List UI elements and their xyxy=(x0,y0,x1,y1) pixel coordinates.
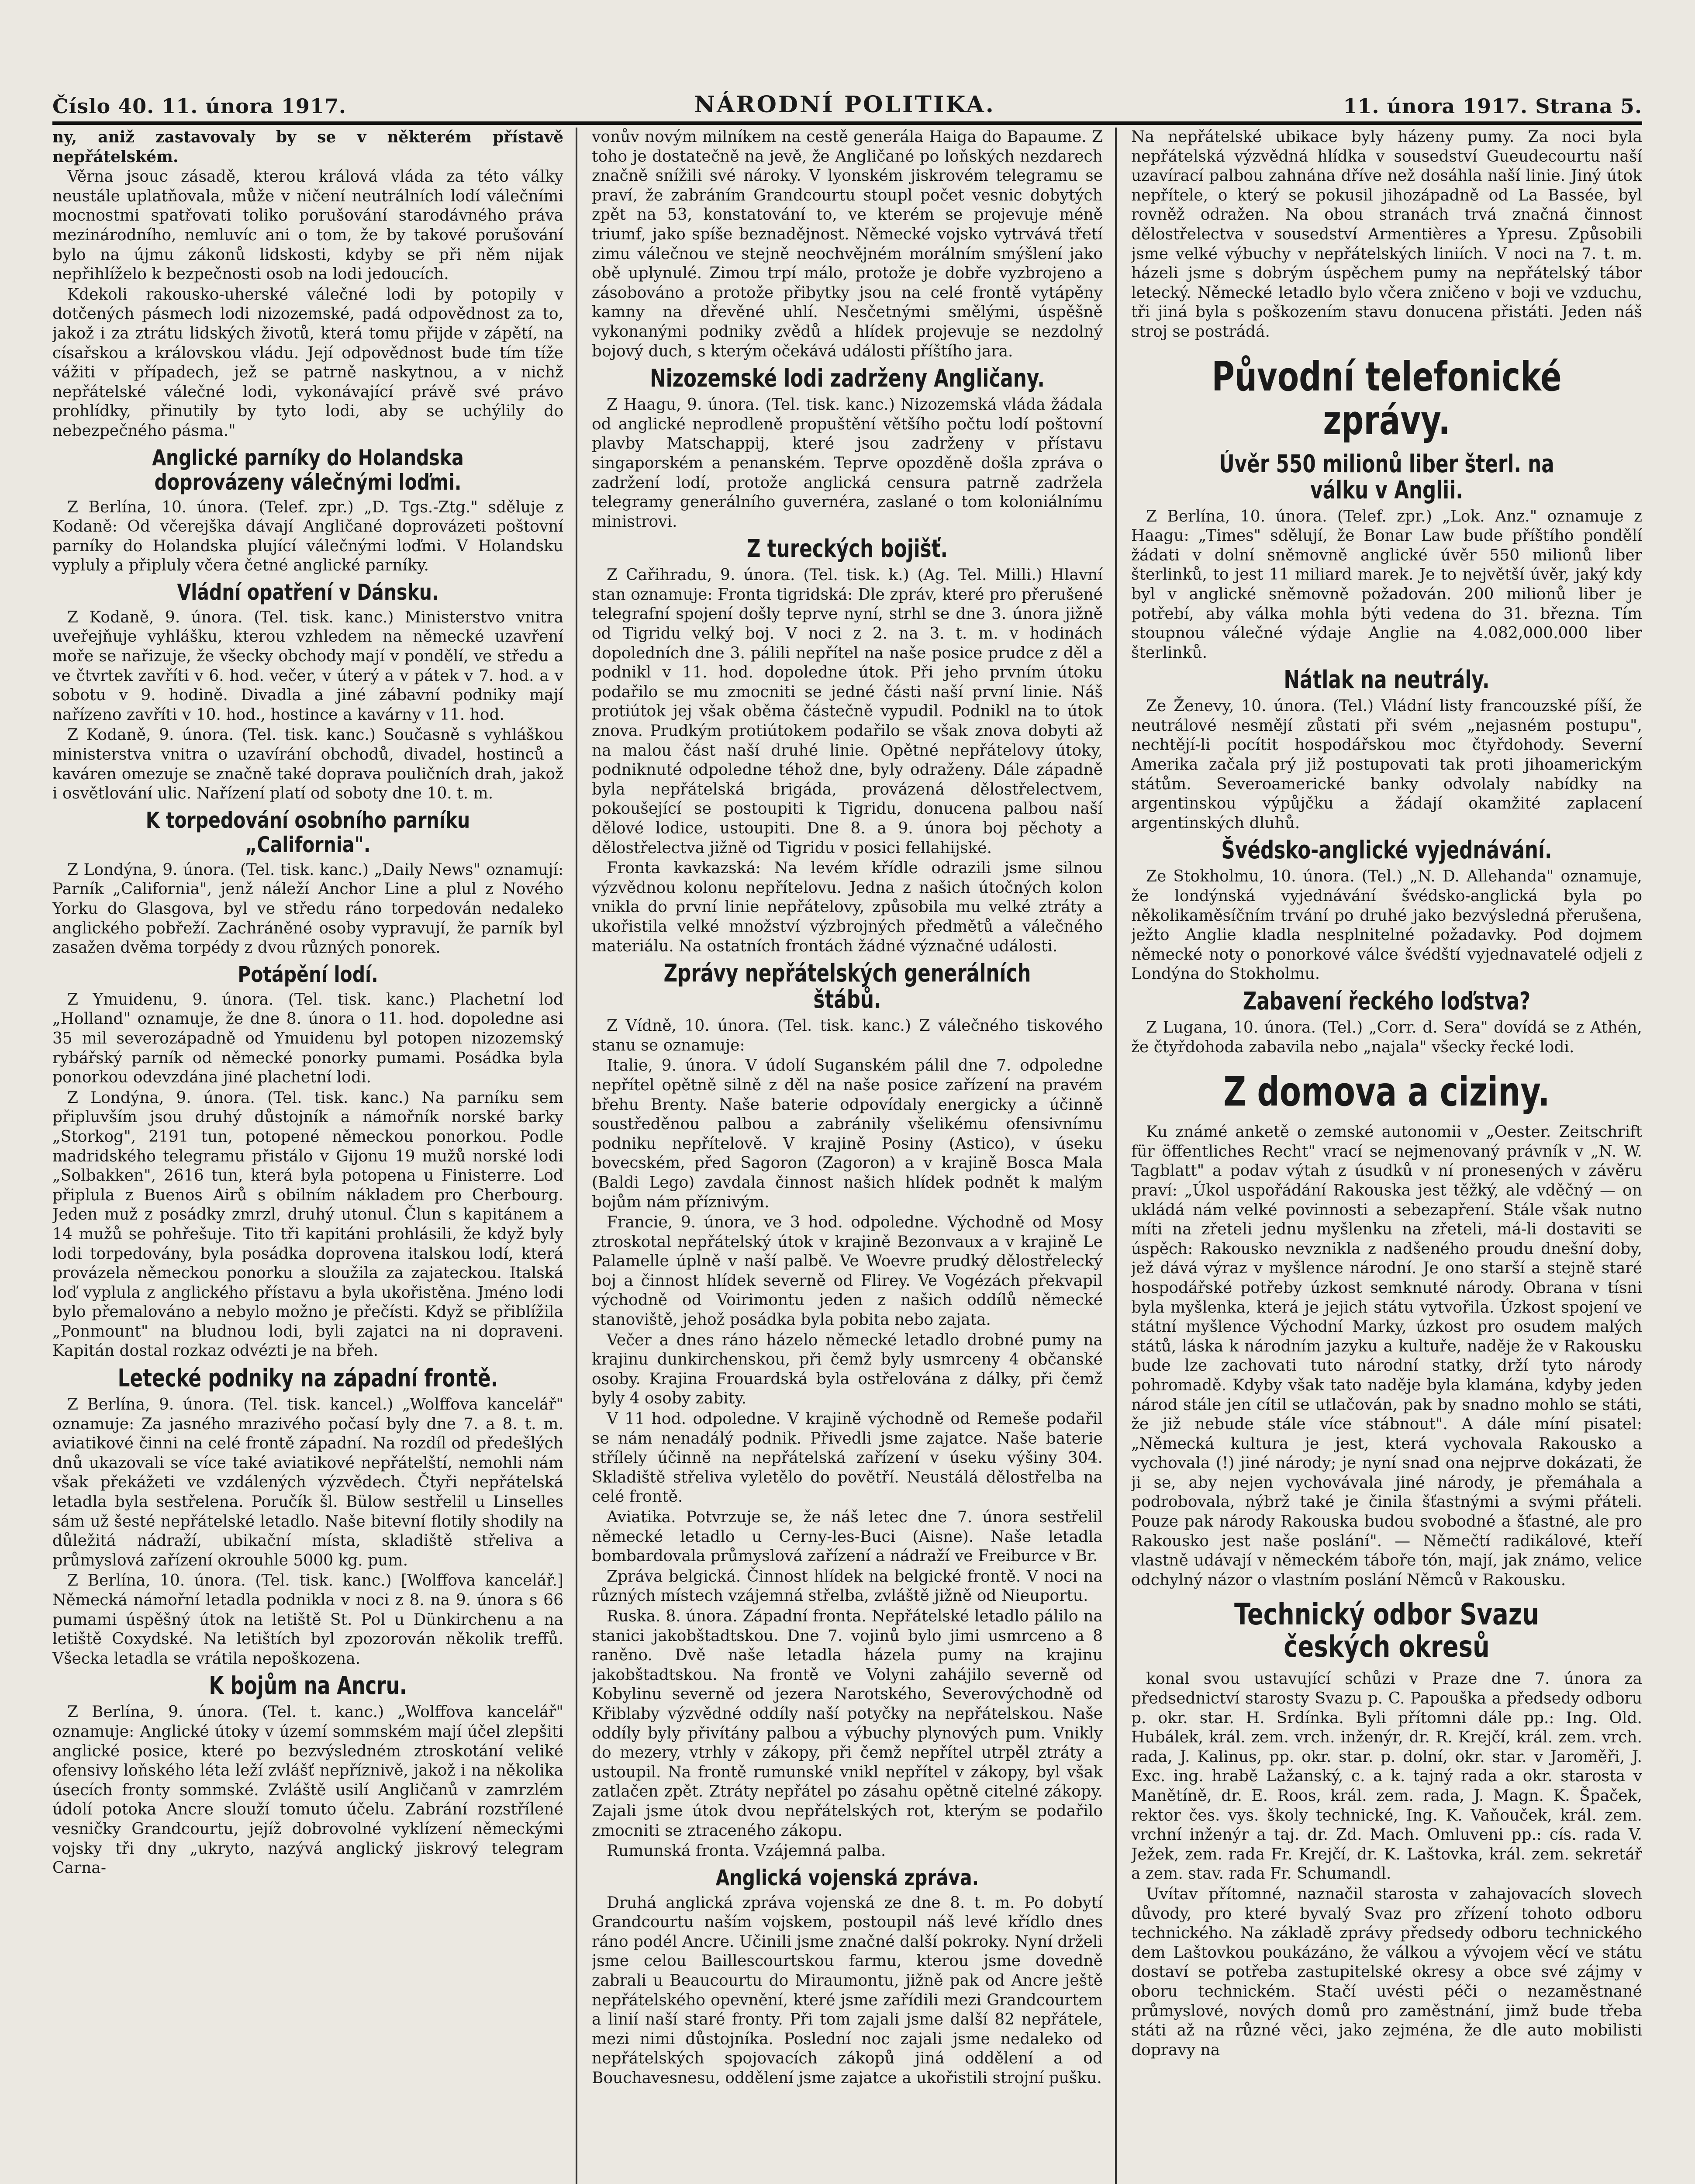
paragraph: Fronta kavkazská: Na levém křídle odrazili jsme silnou výzvědnou kolonu nepřítelovu. Jedna z našich útočných kolon vnikla do první linie nepřátelovy, způsobila mu velké ztráty a ukořistila velké množství výzbrojných předmětů a válečného materiálu. Na ostatních frontách žádné význačné události. xyxy=(592,859,1103,955)
paragraph: konal svou ustavující schůzi v Praze dne 7. února za předsednictví starosty Svazu p. C. Papouška a předsedy odboru p. okr. star. H. Srdínka. Byli přítomni dále pp.: Ing. Old. Hubálek, král. zem. vrch. inženýr, dr. R. Krejčí, král. zem. vrch. rada, J. Kalinus, pp. okr. star. p. dolní, okr. star. v Jaroměři, J. Exc. ing. hrabě Lažanský, c. a k. tajný rada a okr. starosta v Manětíně, dr. E. Roos, král. zem. rada, J. Magn. K. Špaček, rektor čes. vys. školy technické, Ing. K. Vaňouček, král. zem. vrchní inženýr a taj. dr. Zd. Mach. Omluveni pp.: cís. rada V. Ježek, zem. rada Fr. Krejčí, dr. K. Laštovka, král. zem. sekretář a zem. stav. rada Fr. Schumandl. xyxy=(1131,1670,1642,1883)
paragraph: Z Berlína, 9. února. (Tel. t. kanc.) „Wolffova kancelář" oznamuje: Anglické útoky v území sommském mají účel zlepšiti anglické posice, které po bezvýsledném ztroskotání veliké ofensivy loňského léta leží zvlášť nepříznivě, jakož i na několika úsecích fronty sommské. Zvláště usilí Angličanů v zamrzlém údolí potoka Ancre slouží tomuto účelu. Zabrání rozstřílené vesničky Grandcourtu, jejíž dobrovolné vyklízení německými vojsky tři dny „ukryto, nazývá anglický jiskrový telegram Carna- xyxy=(52,1703,563,1877)
paragraph: Uvítav přítomné, naznačil starosta v zahajovacích slovech důvody, pro které byvalý Svaz pro zřízení tohoto odboru technického. Na základě zprávy předsedy odboru technického dem Laštovkou poukázáno, že válkou a vývojem věcí ve státu dostaví se potřeba zastupitelské okresy a obce své zájmy v oboru technickém. Stačí uvésti péči o nezaměstnané průmyslové, nových domů pro zaměstnání, jimž bude třeba státi až na různé věci, jako zejména, že dle auto mobilisti dopravy na xyxy=(1131,1885,1642,2059)
article-heading: Úvěr 550 milionů liber šterl. na válku v Anglii. xyxy=(1219,449,1554,505)
article-heading: Letecké podniky na západní frontě. xyxy=(117,1364,498,1393)
paragraph: Z Kodaně, 9. února. (Tel. tisk. kanc.) Ministerstvo vnitra uveřejňuje vyhlášku, kterou vzhledem na německé uzavření moře se nařizuje, že všecky obchody mají v pondělí, ve středu a ve čtvrtek zavříti v 6. hod. večer, v úterý a v pátek v 7. hod. a v sobotu v 9. hodině. Divadla a jiné zábavní podniky mají nařízeno zavříti v 10. hod., hostince a kavárny v 11. hod. xyxy=(52,608,563,724)
paragraph: ny, aniž zastavovaly by se v některém přístavě nepřátelském. xyxy=(52,128,563,166)
column-2 xyxy=(592,128,1103,2184)
paragraph: Ze Ženevy, 10. února. (Tel.) Vládní listy francouzské píší, že neutrálové nesmějí zůstati při svém „nejasném postupu", nechtějí-li pocítit hospodářskou moc čtyřdohody. Severní Amerika začala prý již postupovati tak proti jihoamerickým státům. Severoamerické banky odvolaly nabídky na argentinskou výpůjčku a žádají okamžité zaplacení argentinských dluhů. xyxy=(1131,697,1642,832)
paragraph: Z Londýna, 9. února. (Tel. tisk. kanc.) „Daily News" oznamují: Parník „California", jenž náleží Anchor Line a plul z Nového Yorku do Glasgova, byl ve středu ráno torpedován nedaleko anglického pobřeží. Zachráněné osoby vypravují, že parník byl zasažen dvěma torpédy z dvou různých ponorek. xyxy=(52,860,563,957)
paragraph: Z Lugana, 10. února. (Tel.) „Corr. d. Sera" dovídá se z Athén, že čtyřdohoda zabavila nebo „najala" všecky řecké lodi. xyxy=(1131,1019,1642,1056)
article-heading: Z tureckých bojišť. xyxy=(746,535,948,563)
column-1 xyxy=(52,128,563,2184)
paragraph: Italie, 9. února. V údolí Suganském pálil dne 7. odpoledne nepřítel opětně silně z děl na naše posice zařízení na pravém břehu Brenty. Naše baterie odpovídaly energicky a účinně soustředěnou palbou a zabránily všelikému ofensivnímu podniku nepřítelově. V krajině Posiny (Astico), v úseku bovecském, před Sagoron (Zagoron) a v krajině Bosca Mala (Baldi Lego) zavdala činnost našich hlídek podnět k malým bojům nám příznivým. xyxy=(592,1057,1103,1211)
paragraph: Z Cařihradu, 9. února. (Tel. tisk. k.) (Ag. Tel. Milli.) Hlavní stan oznamuje: Fronta tigridská: Dle zpráv, které pro přerušené telegrafní spojení došly teprve nyní, strhl se dne 3. února jižně od Tigridu velký boj. V noci z 2. na 3. t. m. v hodinách dopoledních dne 3. pálili nepřítel na naše posice prudce z děl a podnikl v 11. hod. dopoledne útok. Při jeho prvním útoku podařilo se mu zmocniti se jedné části naší první linie. Náš protiútok jej však oběma částečně vypudil. Podnikl na to útok znova. Prudkým protiútokem podařilo se však znova dobyti až na malou část naší druhé linie. Opětné nepřátelovy útoky, podniknuté odpoledne téhož dne, byly odraženy. Dále západně byla nepřátelská brigáda, provázená dělostřelectvem, pokoušející se postoupiti k Tigridu, donucena palbou naší dělové lodice, ustoupiti. Dne 8. a 9. února boj pěchoty a dělostřelectva jižně od Tigridu v posici fellahijské. xyxy=(592,566,1103,857)
paragraph: Francie, 9. února, ve 3 hod. odpoledne. Východně od Mosy ztroskotal nepřátelský útok v krajině Bezonvaux a v krajině Le Palamelle úplně v naší palbě. Ve Woevre prudký dělostřelecký boj a činnost hlídek severně od Flirey. Ve Vogézách překvapil východně od Voirimontu jeden z našich oddílů německé stanoviště, jehož posádka byla pobita nebo zajata. xyxy=(592,1213,1103,1329)
paragraph: Ze Stokholmu, 10. února. (Tel.) „N. D. Allehanda" oznamuje, že londýnská vyjednávání švédsko-anglická byla po několikaměsíčním trvání po druhé jako bezvýsledná přerušena, ježto Anglie kladla nesplnitelné požadavky. Pod dojmem německé noty o ponorkové válce švédští vyjednavatelé odjeli z Londýna do Stokholmu. xyxy=(1131,867,1642,983)
article-heading: Nátlak na neutrály. xyxy=(1284,666,1490,695)
column-rule-2 xyxy=(1115,128,1117,2184)
paragraph: Z Berlína, 10. února. (Telef. zpr.) „D. Tgs.-Ztg." sděluje z Kodaně: Od včerejška dávají Angličané doprovázeti poštovní parníky do Holandska plující válečnými loďmi. V Holandsku vypluly a připluly včera četné anglické parníky. xyxy=(52,498,563,575)
section-heading: Původní telefonické zprávy. xyxy=(1212,353,1562,444)
paragraph: Na nepřátelské ubikace byly házeny pumy. Za noci byla nepřátelská výzvědná hlídka v sousedství Gueudecourtu naší uzavírací palbou zahnána dříve než dosáhla naší linie. Jiný útok nepřítele, o který se pokusil jihozápadně od La Bassée, byl rovněž odražen. Na obou stranách trvá značná činnost dělostřelectva v sousedství Armentières a Ypresu. Způsobili jsme velké výbuchy v nepřátelských liniích. V noci na 7. t. m. házeli jsme s dobrým úspěchem pumy na nepřátelský tábor letecký. Německé letadlo bylo včera zničeno v boji ve vzduchu, tři jiná byla s poškozením stavu donucena přistáti. Jeden náš stroj se postrádá. xyxy=(1131,128,1642,341)
newspaper-title: NÁRODNÍ POLITIKA. xyxy=(694,91,995,118)
paragraph: Z Berlína, 9. února. (Tel. tisk. kancel.) „Wolffova kancelář" oznamuje: Za jasného mrazivého počasí byly dne 7. a 8. t. m. aviatikové činni na celé frontě západní. Na rozdíl od předešlých dnů ukazovali se více také aviatikové nepřátelští, nemohli nám však překážeti ve vzdálených výzvědech. Čtyři nepřátelská letadla byla sestřelena. Poručík šl. Bülow sestřelil u Linselles sám už šesté nepřátelské letadlo. Naše bitevní flotily shodily na důležitá nádraží, ubikační místa, skladiště střeliva a průmyslová zařízení okrouhle 5000 kg. pum. xyxy=(52,1396,563,1569)
paragraph: Ku známé anketě o zemské autonomii v „Oester. Zeitschrift für öffentliches Recht" vrací se nejmenovaný právník v „N. W. Tagblatt" a podav výtah z úsudků v ní pronesených v závěru praví: „Úkol uspořádání Rakouska jest těžký, ale vděčný — on ukládá nám velké povinnosti a sebezapření. Stále však nutno míti na zřeteli jednu myšlenku na zřeteli, má-li dostaviti se úspěch: Rakousko nevznikla z nadšeného proudu dnešní doby, jež dává výraz v myšlence národní. Je ono starší a stejně staré hospodářské potřeby úzkost semknuté národy. Obrana v tísni byla myšlenka, která je jejich státu vytvořila. Úzkost spojení ve státní myšlence Východní Marky, úzkost pro osudem malých států, láska k národním jazyku a kultuře, naděje že v Rakousku bude lze zachovati tuto národní statky, drží tyto národy pohromadě. Kdyby však tato naděje byla klamána, kdyby jeden národ stále jen cítil se utlačován, pak by snadno mohlo se státi, že již nebude stále více stábnout". A dále míní pisatel: „Německá kultura je jest, která vychovala Rakousko a vychovala (!) jiné národy; je nyní snad ona nejprve dokázati, že ji se, aby nejen vychovávala jiné národy, je přemáhala a podrobovala, nýbrž také je činila šťastnými a svými přáteli. Pouze pak národy Rakouska budou svobodné a šťastné, ale pro Rakousko jest naše poslání". — Němečtí radikálové, kteří vlastně udávají v německém táboře tón, mají, jak známo, velice odchylný názor o vlastním poslání Němců v Rakousku. xyxy=(1131,1123,1642,1589)
paragraph: Z Haagu, 9. února. (Tel. tisk. kanc.) Nizozemská vláda žádala od anglické neprodleně propuštění většího počtu lodí poštovní plavby Matschappij, které jsou zadrženy v přístavu singaporském a penanském. Teprve opozděně došla zpráva o zadržení lodí, protože anglická censura patrně zadržela telegramy generálního guvernéra, zaslané o tom koloniálnímu ministrovi. xyxy=(592,396,1103,531)
section-heading: Z domova a ciziny. xyxy=(1223,1068,1550,1116)
paragraph: Z Kodaně, 9. února. (Tel. tisk. kanc.) Současně s vyhláškou ministerstva vnitra o uzavírání obchodů, divadel, hostinců a kaváren omezuje se značně také doprava pouličních drah, jakož i osvětlování ulic. Nařízení platí od soboty dne 10. t. m. xyxy=(52,726,563,803)
paragraph: Druhá anglická zpráva vojenská ze dne 8. t. m. Po dobytí Grandcourtu naším vojskem, postoupil náš levé křídlo dnes ráno podél Ancre. Učinili jsme značné další pokroky. Nyní drželi jsme celou Baillescourtskou farmu, kterou jsme dovedně zabrali u Beaucourtu do Miraumontu, jižně pak od Ancre ještě nepřátelského opevnění, které jsme zařídili mezi Grandcourtem a linií naší staré fronty. Při tom zajali jsme další 82 nepřátele, mezi nimi důstojníka. Poslední noc zajali jsme nedaleko od nepřátelských spojovacích zákopů jiná oddělení a od Bouchavesnesu, oddělení jsme zajatce a ukořistili strojní pušku. xyxy=(592,1894,1103,2087)
article-heading: Švédsko-anglické vyjednávání. xyxy=(1221,836,1552,865)
paragraph: Zpráva belgická. Činnost hlídek na belgické frontě. V noci na různých místech vzájemná střelba, zvláště jižně od Nieuportu. xyxy=(592,1567,1103,1605)
paragraph: Z Ymuidenu, 9. února. (Tel. tisk. kanc.) Plachetní loď „Holland" oznamuje, že dne 8. února o 11. hod. dopoledne asi 35 mil severozápadně od Ymuidenu byl potopen nizozemský rybářský parník od německé ponorky pumami. Posádka byla ponorkou odevzdána jiné plachetní lodi. xyxy=(52,990,563,1087)
paragraph: Večer a dnes ráno házelo německé letadlo drobné pumy na krajinu dunkirchenskou, při čemž byly usmrceny 4 občanské osoby. Krajina Frouardská byla ostřelována z dálky, při čemž byly 4 osoby zabity. xyxy=(592,1331,1103,1408)
paragraph: Kdekoli rakousko-uherské válečné lodi by potopily v dotčených pásmech lodi nizozemské, padá odpovědnost za to, jakož i za ztrátu lidských životů, která tomu přijde v zápětí, na císařskou a královskou vládu. Její odpovědnost bude tím tíže vážiti v případech, jež se patrně naskytnou, a v nichž nepřátelské válečné lodi, vykonávající právě své právo prohlídky, přinutily by tyto lodi, aby se uchýlily do nebezpečného pásma." xyxy=(52,285,563,440)
article-heading: Anglická vojenská zpráva. xyxy=(715,1865,979,1890)
article-heading: Anglické parníky do Holandska doprovázeny válečnými loďmi. xyxy=(152,445,464,495)
paragraph: Aviatika. Potvrzuje se, že náš letec dne 7. února sestřelil německé letadlo u Cerny-les-Buci (Aisne). Naše letadla bombardovala průmyslová zařízení a nádraží ve Freiburce v Br. xyxy=(592,1508,1103,1565)
paragraph: Z Berlína, 10. února. (Tel. tisk. kanc.) [Wolffova kancelář.] Německá námořní letadla podnikla v noci z 8. na 9. února s 66 pumami úspěšný útok na letiště St. Pol u Dünkirchenu a na letiště Coxydské. Na letištích byl zpozorován několik treffů. Všecka letadla se vrátila nepoškozena. xyxy=(52,1572,563,1668)
article-heading: K torpedování osobního parníku „California". xyxy=(145,807,470,857)
header-issue: Číslo 40. 11. února 1917. xyxy=(52,94,346,118)
header-rule xyxy=(52,121,1642,125)
section-heading: Technický odbor Svazu českých okresů xyxy=(1234,1597,1540,1665)
column-3 xyxy=(1131,128,1642,2184)
paragraph: vonův novým milníkem na cestě generála Haiga do Bapaume. Z toho je dostatečně na jevě, že Angličané po loňských nezdarech značně snížili své nároky. V lyonském jiskrovém telegramu se praví, že zabráním Grandcourtu stoupl počet vesnic dobytých zpět na 53, konstatování to, ve kterém se projevuje méně triumf, jako spíše beznadějnost. Německé vojsko vytrvává třetí zimu válečnou ve stejně neochvějném morálním smýšlení jako obě uplynulé. Zimou trpí málo, protože je dobře vyzbrojeno a zásobováno a protože přibytky jsou na celé frontě vytápěny kamny na dřevěné uhlí. Nesčetnými smělými, úspěšně vykonanými podniky zvědů a hlídek projevuje se nezdolný bojový duch, s kterým očekává události příštího jara. xyxy=(592,128,1103,360)
paragraph: Z Londýna, 9. února. (Tel. tisk. kanc.) Na parníku sem připluvším jsou druhý důstojník a námořník norské barky „Storkog", 2191 tun, potopené německou ponorkou. Podle madridského telegramu přistálo v Gijonu 19 mužů norské lodi „Solbakken", 2616 tun, která byla potopena u Finisterre. Loď připlula z Buenos Airů s obilním nákladem pro Cherbourg. Jeden muž z posádky zmrzl, druhý utonul. Člun s kapitánem a 14 mužů se pohřešuje. Tito tři kapitáni prohlásili, že když byly lodi torpedovány, byla posádka doprovena italskou lodí, která provázela německou ponorku a sloužila za zajateckou. Italská loď vyplula z anglického přístavu a byla ukořistěna. Jméno lodi bylo přemalováno a nebylo možno je přečísti. Když se přiblížila „Ponmount" na bludnou lodi, byli zajatci na ni dopraveni. Kapitán dostal rozkaz odvézti je na břeh. xyxy=(52,1089,563,1360)
paragraph: Rumunská fronta. Vzájemná palba. xyxy=(607,1842,886,1860)
paragraph: Z Berlína, 10. února. (Telef. zpr.) „Lok. Anz." oznamuje z Haagu: „Times" sdělují, že Bonar Law bude příštího pondělí žádati v dolní sněmovně anglické úvěr 550 milionů liber šterlinků, to jest 11 miliard marek. Je to největší úvěr, jaký kdy byl v anglické sněmovně požadován. 200 milionů liber je potřebí, aby válka mohla býti vedena do 31. března. Tím stoupnou válečné výdaje Anglie na 4.082,000.000 liber šterlinků. xyxy=(1131,507,1642,662)
article-heading: Nizozemské lodi zadrženy Angličany. xyxy=(650,364,1045,393)
article-heading: Zabavení řeckého loďstva? xyxy=(1243,987,1531,1016)
article-heading: Vládní opatření v Dánsku. xyxy=(177,579,439,605)
paragraph: Z Vídně, 10. února. (Tel. tisk. kanc.) Z válečného tiskového stanu se oznamuje: xyxy=(592,1017,1103,1054)
article-heading: Potápění lodí. xyxy=(238,961,378,987)
paragraph: V 11 hod. odpoledne. V krajině východně od Remeše podařil se nám nenadálý podnik. Přivedli jsme zajatce. Naše baterie střílely účinně na nepřátelská zařízení v úseku výšiny 304. Skladiště střeliva vyletělo do povětří. Neustálá dělostřelba na celé frontě. xyxy=(592,1410,1103,1506)
paragraph: Věrna jsouc zásadě, kterou králová vláda za této války neustále uplatňovala, může v ničení neutrálních lodí válečními mocnostmi spatřovati toliko porušování starodávného práva mezinárodního, nemluvíc ani o tom, že by takové porušování bylo na újmu zákonů lidskosti, kdyby se při něm nijak nepřihlíželo k bezpečnosti osob na lodi jedoucích. xyxy=(52,168,563,283)
article-heading: Zprávy nepřátelských generálních štábů. xyxy=(663,959,1031,1014)
article-heading: K bojům na Ancru. xyxy=(209,1672,407,1700)
header-page: 11. února 1917. Strana 5. xyxy=(1343,94,1642,118)
paragraph: Ruska. 8. února. Západní fronta. Nepřátelské letadlo pálilo na stanici jakobštadtskou. Dne 7. vojinů bylo jimi usmrceno a 8 raněno. Dvě naše letadla házela pumy na krajinu jakobštadtskou. Na frontě ve Volyni zahájilo severně od Kobylinu severně od jezera Narotského, Severovýchodně od Křiblaby výzvědné oddíly naší potyčky na nepřátelskou. Naše oddíly byly přivítány palbou a výbuchy plynových pum. Vnikly do mezery, vtrhly v zákopy, při čemž nepřítel utrpěl ztráty a ustoupil. Na frontě rumunské vnikl nepřítel v zákopy, byl však zatlačen zpět. Ztráty nepřátel po zásahu opětně citelné zákopy. Zajali jsme útok dvou nepřátelských rot, kterým se podařilo zmocniti se ztraceného zákopu. xyxy=(592,1607,1103,1840)
column-rule-1 xyxy=(576,128,577,2184)
page-header xyxy=(52,87,1642,118)
